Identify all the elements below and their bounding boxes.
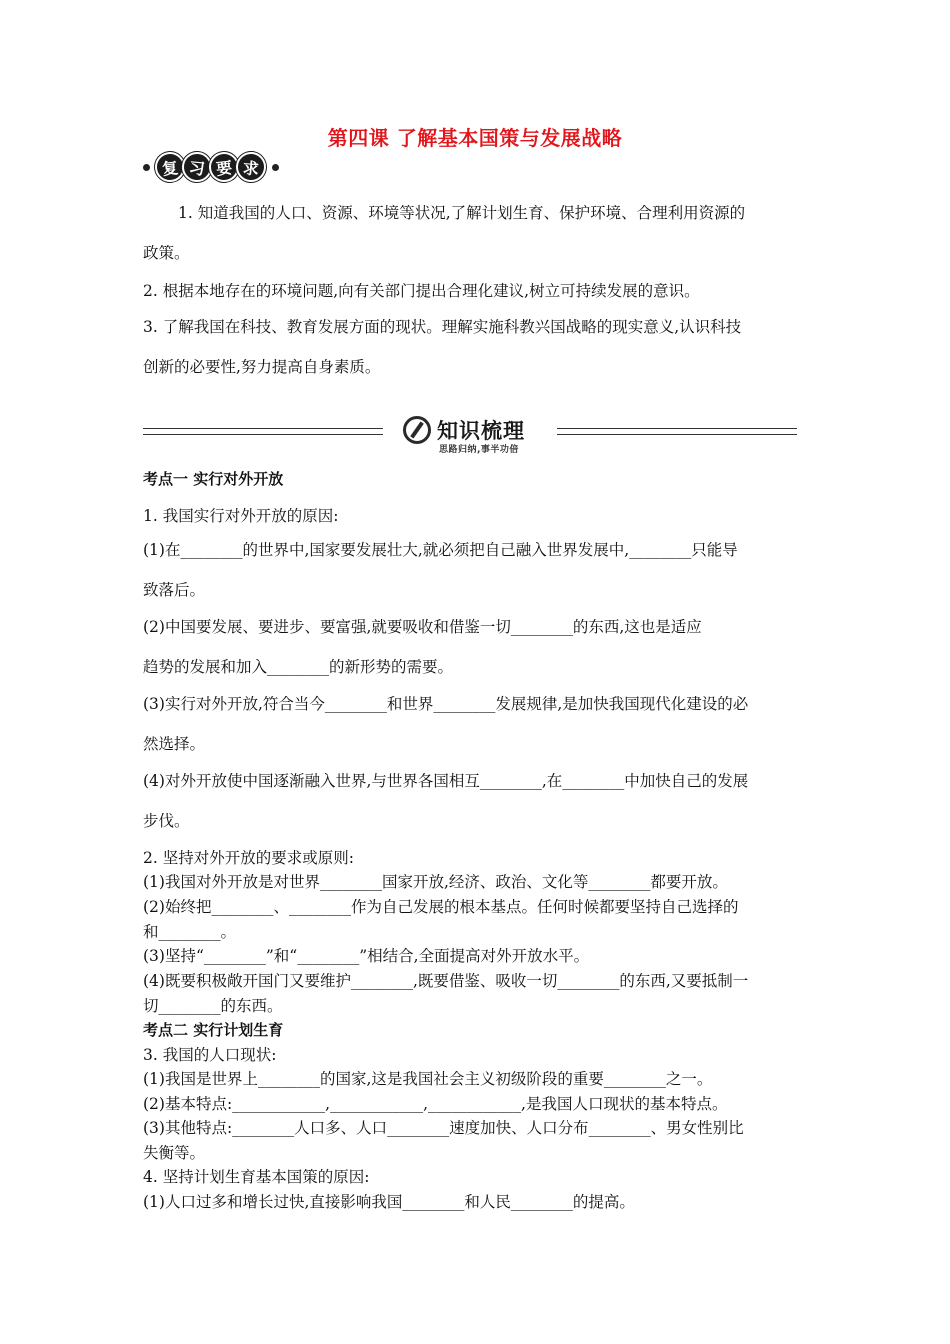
badge-char: 习	[181, 151, 214, 184]
badge-dot-icon	[143, 164, 150, 171]
badge-char: 求	[235, 151, 268, 184]
badge-dot-icon	[272, 164, 279, 171]
requirement-2: 2. 根据本地存在的环境问题,向有关部门提出合理化建议,树立可持续发展的意识。	[143, 282, 700, 300]
compass-icon	[403, 416, 431, 444]
question-line: (1)我国对外开放是对世界________国家开放,经济、政治、文化等________都要开放。	[143, 873, 728, 891]
section-divider	[557, 428, 797, 435]
knowledge-badge-subtitle: 思路归纳,事半功倍	[439, 445, 519, 455]
badge-char: 要	[208, 151, 241, 184]
question-1: 1. 我国实行对外开放的原因:	[143, 507, 339, 525]
question-4: 4. 坚持计划生育基本国策的原因:	[143, 1168, 370, 1186]
question-line: (4)既要积极敞开国门又要维护________,既要借鉴、吸收一切________的东西,又要抵制一	[143, 972, 749, 990]
lesson-title: 第四课 了解基本国策与发展战略	[327, 126, 623, 150]
question-3: 3. 我国的人口现状:	[143, 1046, 277, 1064]
question-line: 切________的东西。	[143, 997, 283, 1015]
question-line: 步伐。	[143, 812, 190, 830]
question-line: (2)始终把________、________作为自己发展的根本基点。任何时候都要坚持自己选择的	[143, 898, 739, 916]
question-line: (1)人口过多和增长过快,直接影响我国________和人民________的提高。	[143, 1193, 635, 1211]
requirement-1-cont: 政策。	[143, 244, 190, 262]
question-line: (1)我国是世界上________的国家,这是我国社会主义初级阶段的重要________之一。	[143, 1070, 713, 1088]
question-line: 失衡等。	[143, 1144, 206, 1162]
topic-1-heading: 考点一 实行对外开放	[143, 470, 284, 488]
question-line: 然选择。	[143, 735, 206, 753]
question-line: (2)基本特点:____________,____________,____________,是我国人口现状的基本特点。	[143, 1095, 728, 1113]
question-line: (2)中国要发展、要进步、要富强,就要吸收和借鉴一切________的东西,这也是适应	[143, 618, 702, 636]
topic-2-heading: 考点二 实行计划生育	[143, 1021, 284, 1039]
knowledge-review-badge	[401, 413, 551, 457]
question-line: 趋势的发展和加入________的新形势的需要。	[143, 658, 454, 676]
requirement-3: 3. 了解我国在科技、教育发展方面的现状。理解实施科教兴国战略的现实意义,认识科技	[143, 318, 742, 336]
question-line: 和________。	[143, 923, 237, 941]
requirement-1: 1. 知道我国的人口、资源、环境等状况,了解计划生育、保护环境、合理利用资源的	[178, 204, 746, 222]
question-line: (3)其他特点:________人口多、人口________速度加快、人口分布________、男女性别比	[143, 1119, 744, 1137]
question-2: 2. 坚持对外开放的要求或原则:	[143, 849, 354, 867]
question-line: (4)对外开放使中国逐渐融入世界,与世界各国相互________,在________中加快自己的发展	[143, 772, 749, 790]
review-requirements-badge	[143, 152, 279, 182]
question-line: (3)实行对外开放,符合当今________和世界________发展规律,是加快我国现代化建设的必	[143, 695, 749, 713]
section-divider	[143, 428, 383, 435]
requirement-3-cont: 创新的必要性,努力提高自身素质。	[143, 358, 381, 376]
question-line: 致落后。	[143, 581, 206, 599]
knowledge-badge-title: 知识梳理	[437, 419, 525, 443]
question-line: (1)在________的世界中,国家要发展壮大,就必须把自己融入世界发展中,________只能导	[143, 541, 738, 559]
question-line: (3)坚持“________”和“________”相结合,全面提高对外开放水平。	[143, 947, 590, 965]
badge-char: 复	[154, 151, 187, 184]
